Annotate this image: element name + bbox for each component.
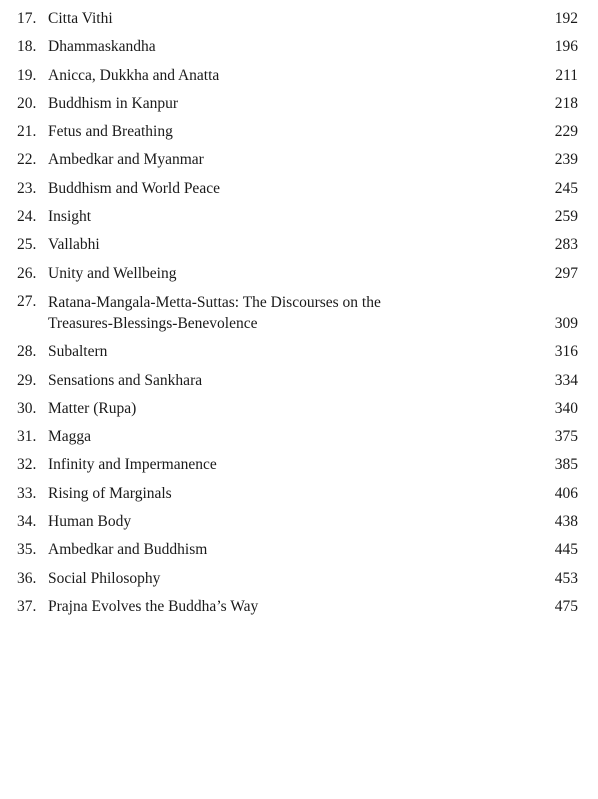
chapter-title: Rising of Marginals bbox=[48, 484, 172, 502]
chapter-title: Sensations and Sankhara bbox=[48, 371, 203, 389]
table-of-contents bbox=[17, 9, 578, 625]
toc-entry bbox=[17, 235, 578, 255]
chapter-title: Citta Vithi bbox=[48, 10, 113, 27]
chapter-number: 20. bbox=[17, 94, 37, 112]
chapter-title bbox=[48, 292, 518, 334]
page-number: 218 bbox=[554, 94, 578, 112]
chapter-number: 32. bbox=[17, 456, 37, 474]
page-number: 438 bbox=[554, 513, 578, 531]
chapter-number: 35. bbox=[17, 541, 37, 559]
chapter-title-line-2: Treasures-Blessings-Benevolence bbox=[48, 314, 258, 332]
chapter-number: 30. bbox=[17, 399, 37, 417]
toc-entry bbox=[17, 399, 578, 419]
page-number: 445 bbox=[554, 541, 578, 559]
chapter-number: 21. bbox=[17, 123, 37, 141]
chapter-title: Unity and Wellbeing bbox=[48, 264, 177, 282]
page-number: 196 bbox=[554, 38, 578, 56]
chapter-number: 26. bbox=[17, 264, 37, 282]
toc-entry bbox=[17, 569, 578, 589]
chapter-title: Magga bbox=[48, 428, 92, 446]
page-number: 453 bbox=[554, 569, 578, 587]
page-number: 406 bbox=[554, 484, 578, 502]
toc-entry bbox=[17, 427, 578, 447]
page-number: 334 bbox=[554, 371, 578, 389]
toc-entry bbox=[17, 597, 578, 617]
page-number: 239 bbox=[554, 151, 578, 169]
chapter-title: Subaltern bbox=[48, 343, 108, 361]
chapter-title: Social Philosophy bbox=[48, 569, 161, 587]
toc-entry bbox=[17, 9, 578, 29]
chapter-number: 19. bbox=[17, 66, 37, 84]
chapter-number: 22. bbox=[17, 151, 37, 169]
page-number: 245 bbox=[554, 179, 578, 197]
toc-entry bbox=[17, 484, 578, 504]
page-number: 340 bbox=[554, 399, 578, 417]
toc-entry bbox=[17, 94, 578, 114]
toc-entry bbox=[17, 512, 578, 532]
chapter-number: 29. bbox=[17, 371, 37, 389]
chapter-number: 18. bbox=[17, 38, 37, 56]
toc-entry bbox=[17, 292, 578, 334]
page-number: 259 bbox=[554, 208, 578, 226]
toc-entry bbox=[17, 179, 578, 199]
chapter-title: Buddhism in Kanpur bbox=[48, 94, 179, 112]
toc-entry bbox=[17, 122, 578, 142]
chapter-title: Insight bbox=[48, 208, 92, 226]
page-number: 229 bbox=[554, 123, 578, 141]
toc-entry bbox=[17, 371, 578, 391]
page-number: 283 bbox=[554, 236, 578, 254]
chapter-title: Anicca, Dukkha and Anatta bbox=[48, 66, 220, 84]
chapter-title: Vallabhi bbox=[48, 236, 100, 254]
chapter-number: 31. bbox=[17, 428, 37, 446]
chapter-number: 37. bbox=[17, 597, 37, 615]
chapter-title: Infinity and Impermanence bbox=[48, 456, 217, 474]
toc-entry bbox=[17, 150, 578, 170]
chapter-number: 33. bbox=[17, 484, 37, 502]
chapter-title: Ambedkar and Myanmar bbox=[48, 151, 204, 169]
chapter-title: Human Body bbox=[48, 513, 132, 531]
page-number: 192 bbox=[554, 10, 578, 27]
chapter-title: Matter (Rupa) bbox=[48, 399, 137, 417]
chapter-number: 17. bbox=[17, 10, 37, 27]
chapter-title: Ambedkar and Buddhism bbox=[48, 541, 208, 559]
chapter-title-line-1: Ratana-Mangala-Metta-Suttas: The Discourses on the bbox=[48, 293, 381, 311]
chapter-number: 34. bbox=[17, 513, 37, 531]
page-number: 475 bbox=[554, 597, 578, 615]
toc-entry bbox=[17, 207, 578, 227]
toc-entry bbox=[17, 540, 578, 560]
chapter-title: Prajna Evolves the Buddha’s Way bbox=[48, 597, 259, 615]
chapter-title: Fetus and Breathing bbox=[48, 123, 173, 141]
chapter-number: 27. bbox=[17, 292, 37, 310]
page-number: 211 bbox=[555, 66, 578, 84]
chapter-title: Dhammaskandha bbox=[48, 38, 156, 56]
chapter-title: Buddhism and World Peace bbox=[48, 179, 220, 197]
page-number: 385 bbox=[554, 456, 578, 474]
page-number: 297 bbox=[554, 264, 578, 282]
toc-entry bbox=[17, 455, 578, 475]
chapter-number: 23. bbox=[17, 179, 37, 197]
toc-entry bbox=[17, 264, 578, 284]
page-number: 375 bbox=[554, 428, 578, 446]
chapter-number: 36. bbox=[17, 569, 37, 587]
page-number: 309 bbox=[554, 314, 578, 332]
chapter-number: 28. bbox=[17, 343, 37, 361]
page-number: 316 bbox=[554, 343, 578, 361]
chapter-number: 24. bbox=[17, 208, 37, 226]
toc-entry bbox=[17, 66, 578, 86]
chapter-number: 25. bbox=[17, 236, 37, 254]
toc-entry bbox=[17, 37, 578, 57]
toc-entry bbox=[17, 342, 578, 362]
